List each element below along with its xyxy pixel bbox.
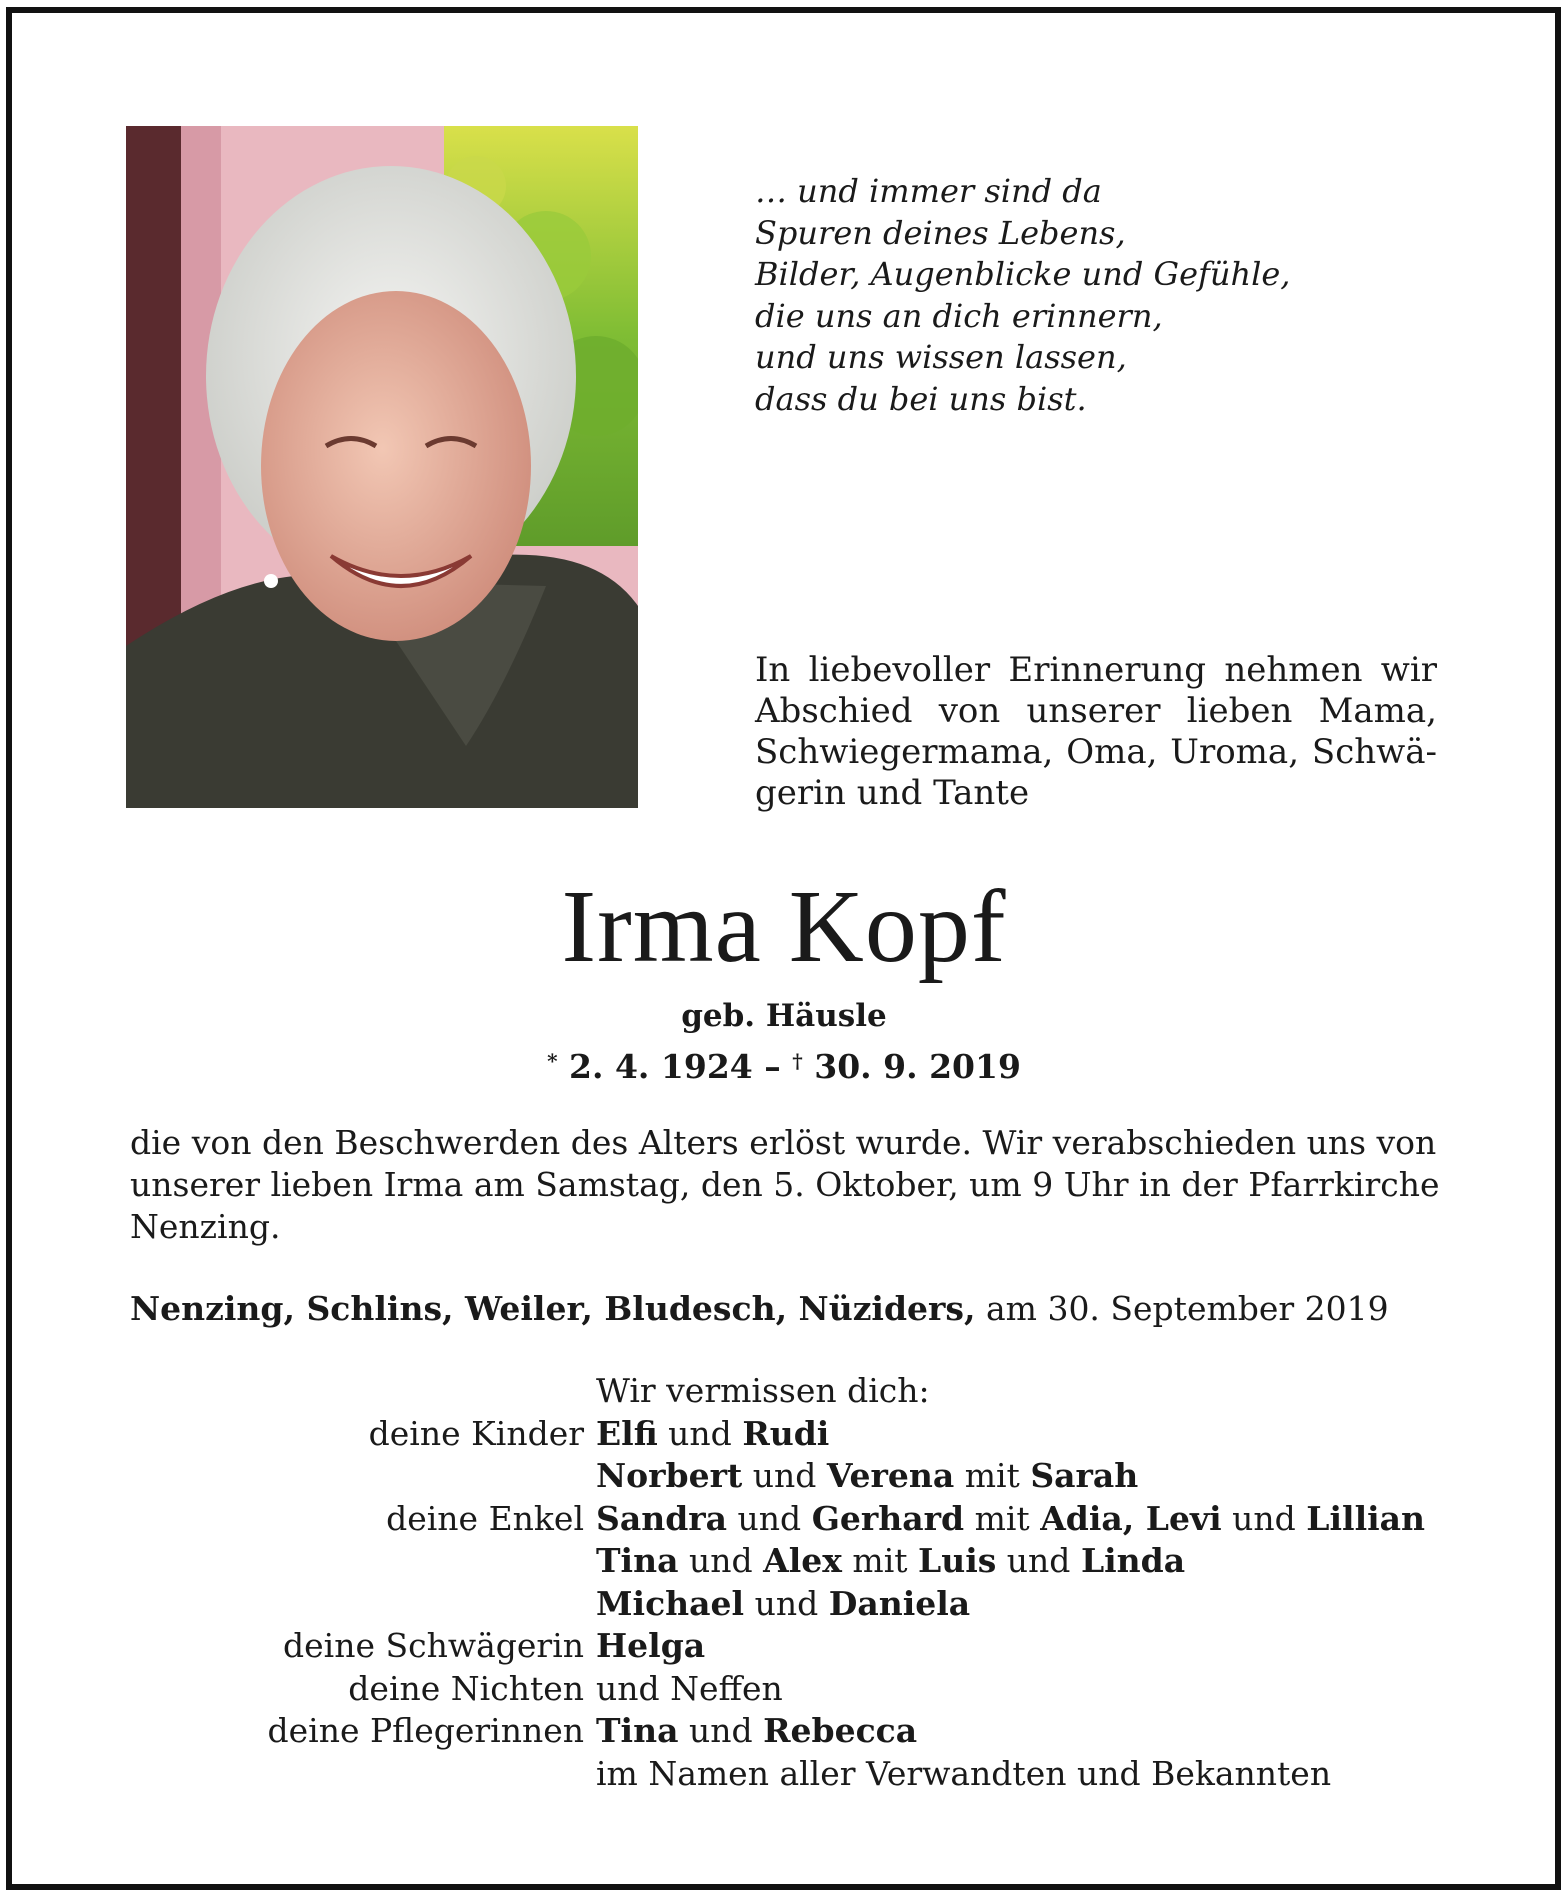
family-names xyxy=(596,1413,1568,1456)
intro-line: Abschied von unserer lieben Mama, xyxy=(755,691,1437,731)
family-list xyxy=(0,1370,1568,1795)
connector-text: mit xyxy=(964,1498,1041,1538)
family-member-name: Tina xyxy=(596,1711,679,1750)
family-member-name: Daniela xyxy=(828,1583,971,1623)
family-member-name: Adia, Levi xyxy=(1040,1498,1222,1538)
connector-text: und xyxy=(744,1583,829,1623)
family-member-name: Gerhard xyxy=(811,1498,965,1538)
poem-line: Spuren deines Lebens, xyxy=(755,213,1126,252)
family-names xyxy=(596,1498,1568,1541)
family-member-name: Rudi xyxy=(742,1413,830,1453)
family-row xyxy=(0,1710,1568,1753)
family-member-name: Helga xyxy=(596,1626,706,1665)
poem-line: dass du bei uns bist. xyxy=(755,379,1087,418)
family-names xyxy=(596,1455,1568,1498)
family-row xyxy=(0,1413,1568,1456)
family-relation: deine Schwägerin xyxy=(283,1626,584,1665)
family-names xyxy=(596,1540,1568,1583)
poem xyxy=(755,171,1475,420)
family-names xyxy=(596,1710,1568,1753)
connector-text: im Namen aller Verwandten und Bekannten xyxy=(596,1753,1332,1793)
family-member-name: Alex xyxy=(763,1541,842,1580)
birth-date: 2. 4. 1924 xyxy=(569,1047,753,1086)
poem-line: Bilder, Augenblicke und Gefühle, xyxy=(755,255,1291,293)
family-names xyxy=(596,1668,1568,1711)
family-member-name: Tina xyxy=(596,1541,679,1580)
body-line: Nenzing. xyxy=(130,1207,281,1246)
family-row xyxy=(0,1625,1568,1668)
connector-text: und xyxy=(678,1541,764,1580)
death-mark: † xyxy=(792,1049,803,1073)
connector-text: und Neffen xyxy=(596,1668,783,1708)
family-names xyxy=(596,1625,1568,1668)
connector-text: und xyxy=(657,1413,743,1453)
family-relation xyxy=(0,1753,596,1796)
portrait-photo xyxy=(126,126,638,808)
family-member-name: Verena xyxy=(826,1456,955,1495)
family-row xyxy=(0,1583,1568,1626)
birth-mark: * xyxy=(547,1049,558,1073)
death-date: 30. 9. 2019 xyxy=(814,1047,1021,1086)
family-relation: deine Nichten xyxy=(348,1668,584,1708)
family-intro: Wir vermissen dich: xyxy=(596,1371,930,1410)
family-relation xyxy=(0,1540,596,1583)
announcement-text xyxy=(130,1122,1440,1248)
birth-name: geb. Häusle xyxy=(681,998,887,1034)
date-dash: – xyxy=(764,1047,781,1086)
family-member-name: Michael xyxy=(596,1583,745,1623)
family-relation: deine Pflegerinnen xyxy=(267,1711,584,1750)
family-row xyxy=(0,1498,1568,1541)
connector-text: und xyxy=(996,1541,1081,1580)
family-member-name: Luis xyxy=(918,1541,997,1580)
family-member-name: Rebecca xyxy=(763,1711,918,1750)
family-member-name: Elfi xyxy=(596,1413,658,1453)
family-relation xyxy=(0,1583,596,1626)
body-line: unserer lieben Irma am Samstag, den 5. Oktober, um 9 Uhr in der Pfarrkirche xyxy=(130,1165,1440,1204)
poem-line: … und immer sind da xyxy=(755,172,1102,210)
family-row xyxy=(0,1455,1568,1498)
intro-line: In liebevoller Erinnerung nehmen wir xyxy=(755,650,1437,690)
life-dates xyxy=(0,1039,1568,1089)
place-date-line xyxy=(130,1288,1435,1330)
intro-line: Schwiegermama, Oma, Uroma, Schwä- xyxy=(755,732,1437,772)
family-row xyxy=(0,1753,1568,1796)
body-line: die von den Beschwerden des Alters erlöst wurde. Wir verabschieden uns von xyxy=(130,1123,1437,1162)
connector-text: und xyxy=(1221,1498,1307,1538)
family-relation: deine Kinder xyxy=(368,1413,584,1453)
family-relation xyxy=(0,1455,596,1498)
announcement-date: am 30. September 2019 xyxy=(975,1289,1389,1328)
family-member-name: Lillian xyxy=(1306,1498,1426,1538)
places: Nenzing, Schlins, Weiler, Bludesch, Nüziders, xyxy=(130,1289,976,1328)
family-member-name: Linda xyxy=(1080,1541,1186,1580)
family-names xyxy=(596,1583,1568,1626)
intro-line: gerin und Tante xyxy=(755,773,1030,813)
family-names xyxy=(596,1753,1568,1796)
family-row xyxy=(0,1668,1568,1711)
connector-text: mit xyxy=(841,1541,918,1580)
poem-line: die uns an dich erinnern, xyxy=(755,296,1163,335)
intro-paragraph xyxy=(755,650,1437,814)
connector-text: und xyxy=(678,1711,764,1750)
family-member-name: Norbert xyxy=(596,1456,743,1495)
family-relation: deine Enkel xyxy=(386,1498,584,1538)
family-intro-row xyxy=(0,1370,1568,1413)
connector-text: und xyxy=(727,1498,812,1538)
deceased-name: Irma Kopf xyxy=(561,869,1007,984)
connector-text: mit xyxy=(954,1456,1031,1495)
connector-text: und xyxy=(742,1456,827,1495)
family-member-name: Sandra xyxy=(596,1498,728,1538)
family-member-name: Sarah xyxy=(1030,1456,1139,1495)
family-row xyxy=(0,1540,1568,1583)
poem-line: und uns wissen lassen, xyxy=(755,338,1127,376)
